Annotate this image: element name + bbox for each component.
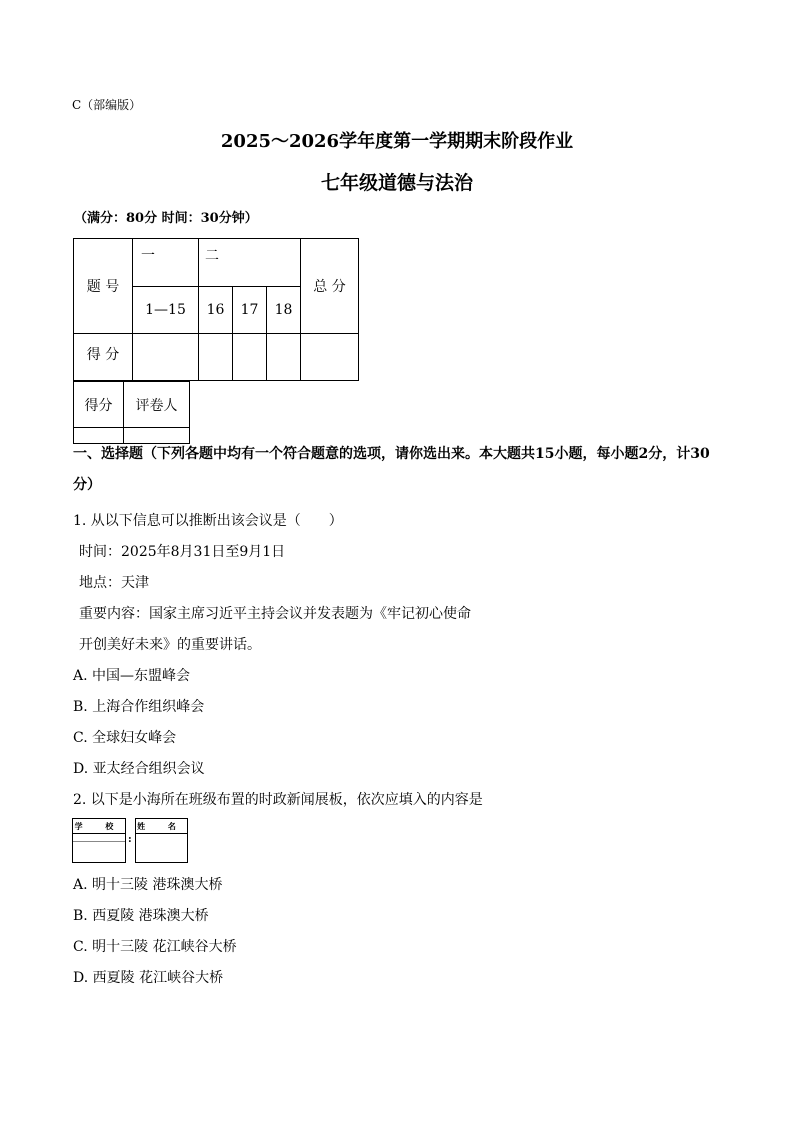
question-2-option-a[interactable]: A. 明十三陵 港珠澳大桥 <box>73 877 223 893</box>
exam-meta: （满分：80分 时间：30分钟） <box>74 211 258 226</box>
news-board-box-1 <box>72 818 126 863</box>
score-cell <box>133 334 199 381</box>
score-table-total: 总 分 <box>301 239 359 334</box>
question-2-option-c[interactable]: C. 明十三陵 花江峡谷大桥 <box>73 939 237 955</box>
question-1-option-b[interactable]: B. 上海合作组织峰会 <box>73 699 205 715</box>
edition-label: C（部编版） <box>72 98 142 112</box>
separator-colon: : <box>128 834 132 845</box>
question-1-option-a[interactable]: A. 中国—东盟峰会 <box>73 668 191 684</box>
score-cell <box>233 334 267 381</box>
question-1-info-content: 重要内容：国家主席习近平主持会议并发表题为《牢记初心使命 <box>79 606 471 622</box>
question-1-info-place: 地点：天津 <box>79 575 149 591</box>
news-board-box-2-label: 姓 名 <box>136 819 187 834</box>
question-1-option-d[interactable]: D. 亚太经合组织会议 <box>73 761 205 777</box>
score-table-range: 1—15 <box>133 287 199 334</box>
grader-table-grader: 评卷人 <box>124 382 190 428</box>
exam-title: 2025～2026学年度第一学期期末阶段作业 <box>220 131 574 152</box>
score-table-row-label-question: 题 号 <box>74 239 133 334</box>
score-cell <box>301 334 359 381</box>
question-1-option-c[interactable]: C. 全球妇女峰会 <box>73 730 177 746</box>
news-board-box-1-label: 学 校 <box>73 819 125 834</box>
question-1-info-time: 时间：2025年8月31日至9月1日 <box>79 544 286 560</box>
score-table-part-1: 一 <box>133 239 199 287</box>
question-1-info-content-cont: 开创美好未来》的重要讲话。 <box>79 637 261 653</box>
score-table-row-label-score: 得 分 <box>74 334 133 381</box>
score-table-part-2: 二 <box>199 239 301 287</box>
score-cell <box>267 334 301 381</box>
score-cell <box>199 334 233 381</box>
section-heading: 一、选择题（下列各题中均有一个符合题意的选项，请你选出来。本大题共15小题，每小题2分，计30分） <box>73 446 710 493</box>
score-table-q16: 16 <box>199 287 233 334</box>
question-2-option-d[interactable]: D. 西夏陵 花江峡谷大桥 <box>73 970 224 986</box>
question-2-stem: 2. 以下是小海所在班级布置的时政新闻展板，依次应填入的内容是 <box>73 792 483 808</box>
exam-subject: 七年级道德与法治 <box>320 172 473 194</box>
grader-table <box>73 381 190 444</box>
grader-table-score: 得分 <box>74 382 124 428</box>
news-board-box-2 <box>135 818 188 863</box>
question-2-option-b[interactable]: B. 西夏陵 港珠澳大桥 <box>73 908 209 924</box>
divider <box>73 841 125 842</box>
score-table <box>73 238 359 381</box>
question-1-stem: 1. 从以下信息可以推断出该会议是（ ） <box>73 513 343 529</box>
score-table-q18: 18 <box>267 287 301 334</box>
score-table-q17: 17 <box>233 287 267 334</box>
